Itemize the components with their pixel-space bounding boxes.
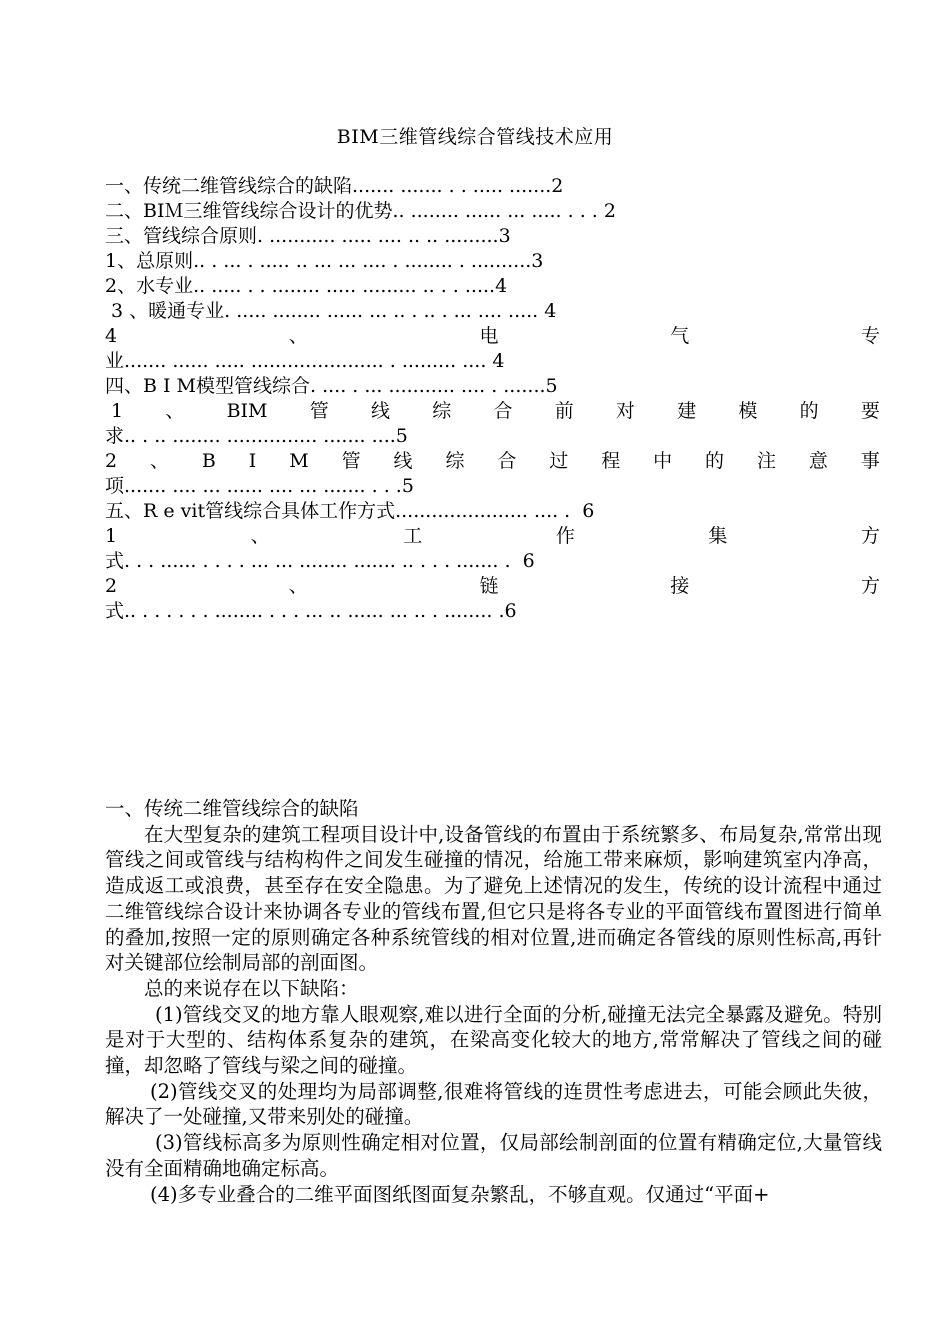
toc-char: 合 — [497, 450, 517, 472]
toc-entry-worksets[interactable] — [105, 524, 880, 549]
toc-entry-linking[interactable] — [105, 574, 880, 599]
toc-char: 2 — [105, 575, 118, 597]
toc-char: 作 — [555, 525, 575, 547]
toc-char: 链 — [479, 575, 499, 597]
toc-entry-traditional-defects[interactable]: 一、传统二维管线综合的缺陷....... ....... . . ..... .......2 — [105, 175, 564, 197]
toc-entry-water[interactable]: 2、水专业.. ..... . . ........ ..... ......... .. . . .....4 — [105, 275, 508, 297]
toc-char: 意 — [808, 450, 828, 472]
toc-char: 事 — [860, 450, 880, 472]
toc-char: 的 — [705, 450, 725, 472]
toc-char: 管 — [341, 450, 361, 472]
toc-char: M — [289, 450, 309, 472]
toc-entry-general-principles[interactable]: 1、总原则.. . ... . ..... .. ... ... .... . ........ . ..........3 — [105, 250, 544, 272]
toc-char: 、 — [288, 325, 308, 347]
toc-char: 合 — [493, 400, 513, 422]
toc-char: 专 — [860, 325, 880, 347]
toc-char: 、 — [165, 400, 185, 422]
toc-char: 1 — [105, 525, 118, 547]
toc-char: 方 — [860, 525, 880, 547]
list-paragraph: (2)管线交叉的处理均为局部调整,很难将管线的连贯性考虑进去，可能会顾此失彼，解决了一处碰撞,又带来别处的碰撞。 — [105, 1079, 882, 1129]
section-heading: 一、传统二维管线综合的缺陷 — [105, 797, 359, 820]
toc-char: 前 — [554, 400, 574, 422]
toc-char: 管 — [309, 400, 329, 422]
document-title: BIM三维管线综合管线技术应用 — [336, 126, 614, 148]
toc-char: 要 — [860, 400, 880, 422]
toc-char: 建 — [677, 400, 697, 422]
toc-entry-process-notes[interactable] — [105, 449, 880, 474]
list-paragraph: (3)管线标高多为原则性确定相对位置，仅局部绘制剖面的位置有精确定位,大量管线没有全面精确地确定标高。 — [105, 1131, 882, 1180]
toc-char: 的 — [799, 400, 819, 422]
toc-char: 气 — [670, 325, 690, 347]
toc-char: 线 — [370, 400, 390, 422]
toc-char: 、 — [250, 525, 270, 547]
toc-char: 对 — [615, 400, 635, 422]
toc-entry-hvac[interactable]: 3 、暖通专业. ..... ........ ...... ... .. . .. . ... .... ..... 4 — [105, 300, 557, 322]
toc-char: 过 — [549, 450, 569, 472]
toc-char: 工 — [403, 525, 423, 547]
paragraph: 总的来说存在以下缺陷： — [144, 976, 359, 1000]
toc-char: 、 — [150, 450, 170, 472]
toc-entry-electrical[interactable] — [105, 324, 880, 349]
toc-entry-process-notes-cont[interactable]: 项....... .... ... ...... .... ... ....... . . .5 — [105, 475, 414, 497]
toc-entry-linking-cont[interactable]: 式.. . . . . . . ........ . . . ... .. ...... ... .. . ........ .6 — [105, 600, 517, 622]
body-section — [105, 796, 882, 1207]
toc-char: 注 — [756, 450, 776, 472]
toc-char: 2 — [105, 450, 118, 472]
toc-char: BIM — [226, 400, 268, 422]
toc-char: 接 — [670, 575, 690, 597]
list-paragraph: (1)管线交叉的地方靠人眼观察,难以进行全面的分析,碰撞无法完全暴露及避免。特别是对于大型的、结构体系复杂的建筑，在梁高变化较大的地方,常常解决了管线之间的碰撞，却忽略了管线与梁之间的碰撞。 — [105, 1002, 882, 1078]
toc-char: 中 — [653, 450, 673, 472]
toc-char: 综 — [432, 400, 452, 422]
toc-entry-electrical-cont[interactable]: 业....... ...... ..... ...................... . ......... .... 4 — [105, 350, 505, 372]
toc-entry-revit-methods[interactable]: 五、R e vit管线综合具体工作方式...................... .... . 6 — [105, 500, 595, 522]
toc-char: 模 — [738, 400, 758, 422]
toc-char: 程 — [601, 450, 621, 472]
toc-entry-bim-advantages[interactable]: 二、BIＭ三维管线综合设计的优势.. ........ ...... ... ..... . . . 2 — [105, 200, 616, 222]
toc-entry-worksets-cont[interactable]: 式. . . ...... . . . . ... ... ........ ....... .. . . . ....... . 6 — [105, 550, 535, 572]
toc-entry-modeling-requirements-cont[interactable]: 求.. . .. ........ ............... ....... ....5 — [105, 425, 408, 447]
toc-entry-bim-model[interactable]: 四、B I M模型管线综合. .... . ... ........... .... . .......5 — [105, 375, 558, 397]
paragraph: 在大型复杂的建筑工程项目设计中,设备管线的布置由于系统繁多、布局复杂,常常出现管线之间或管线与结构构件之间发生碰撞的情况，给施工带来麻烦，影响建筑室内净高，造成返工或浪费，甚至存在安全隐患。为了避免上述情况的发生，传统的设计流程中通过二维管线综合设计来协调各专业的管线布置,但它只是将各专业的平面管线布置图进行简单的叠加,按照一定的原则确定各种系统管线的相对位置,进而确定各管线的原则性标高,再针对关键部位绘制局部的剖面图。 — [105, 822, 882, 975]
toc-char: 1 — [105, 400, 124, 422]
toc-char: 方 — [860, 575, 880, 597]
toc-char: 集 — [708, 525, 728, 547]
table-of-contents — [105, 174, 880, 624]
toc-char: 、 — [288, 575, 308, 597]
list-paragraph: (4)多专业叠合的二维平面图纸图面复杂繁乱，不够直观。仅通过“平面+ — [150, 1182, 770, 1206]
toc-char: I — [248, 450, 257, 472]
toc-char: B — [201, 450, 216, 472]
toc-char: 电 — [479, 325, 499, 347]
toc-char: 线 — [393, 450, 413, 472]
toc-entry-modeling-requirements[interactable] — [105, 399, 880, 424]
toc-char: 综 — [445, 450, 465, 472]
toc-char: 4 — [105, 325, 118, 347]
toc-entry-principles[interactable]: 三、管线综合原则. ........... ..... .... .. .. .........3 — [105, 225, 511, 247]
